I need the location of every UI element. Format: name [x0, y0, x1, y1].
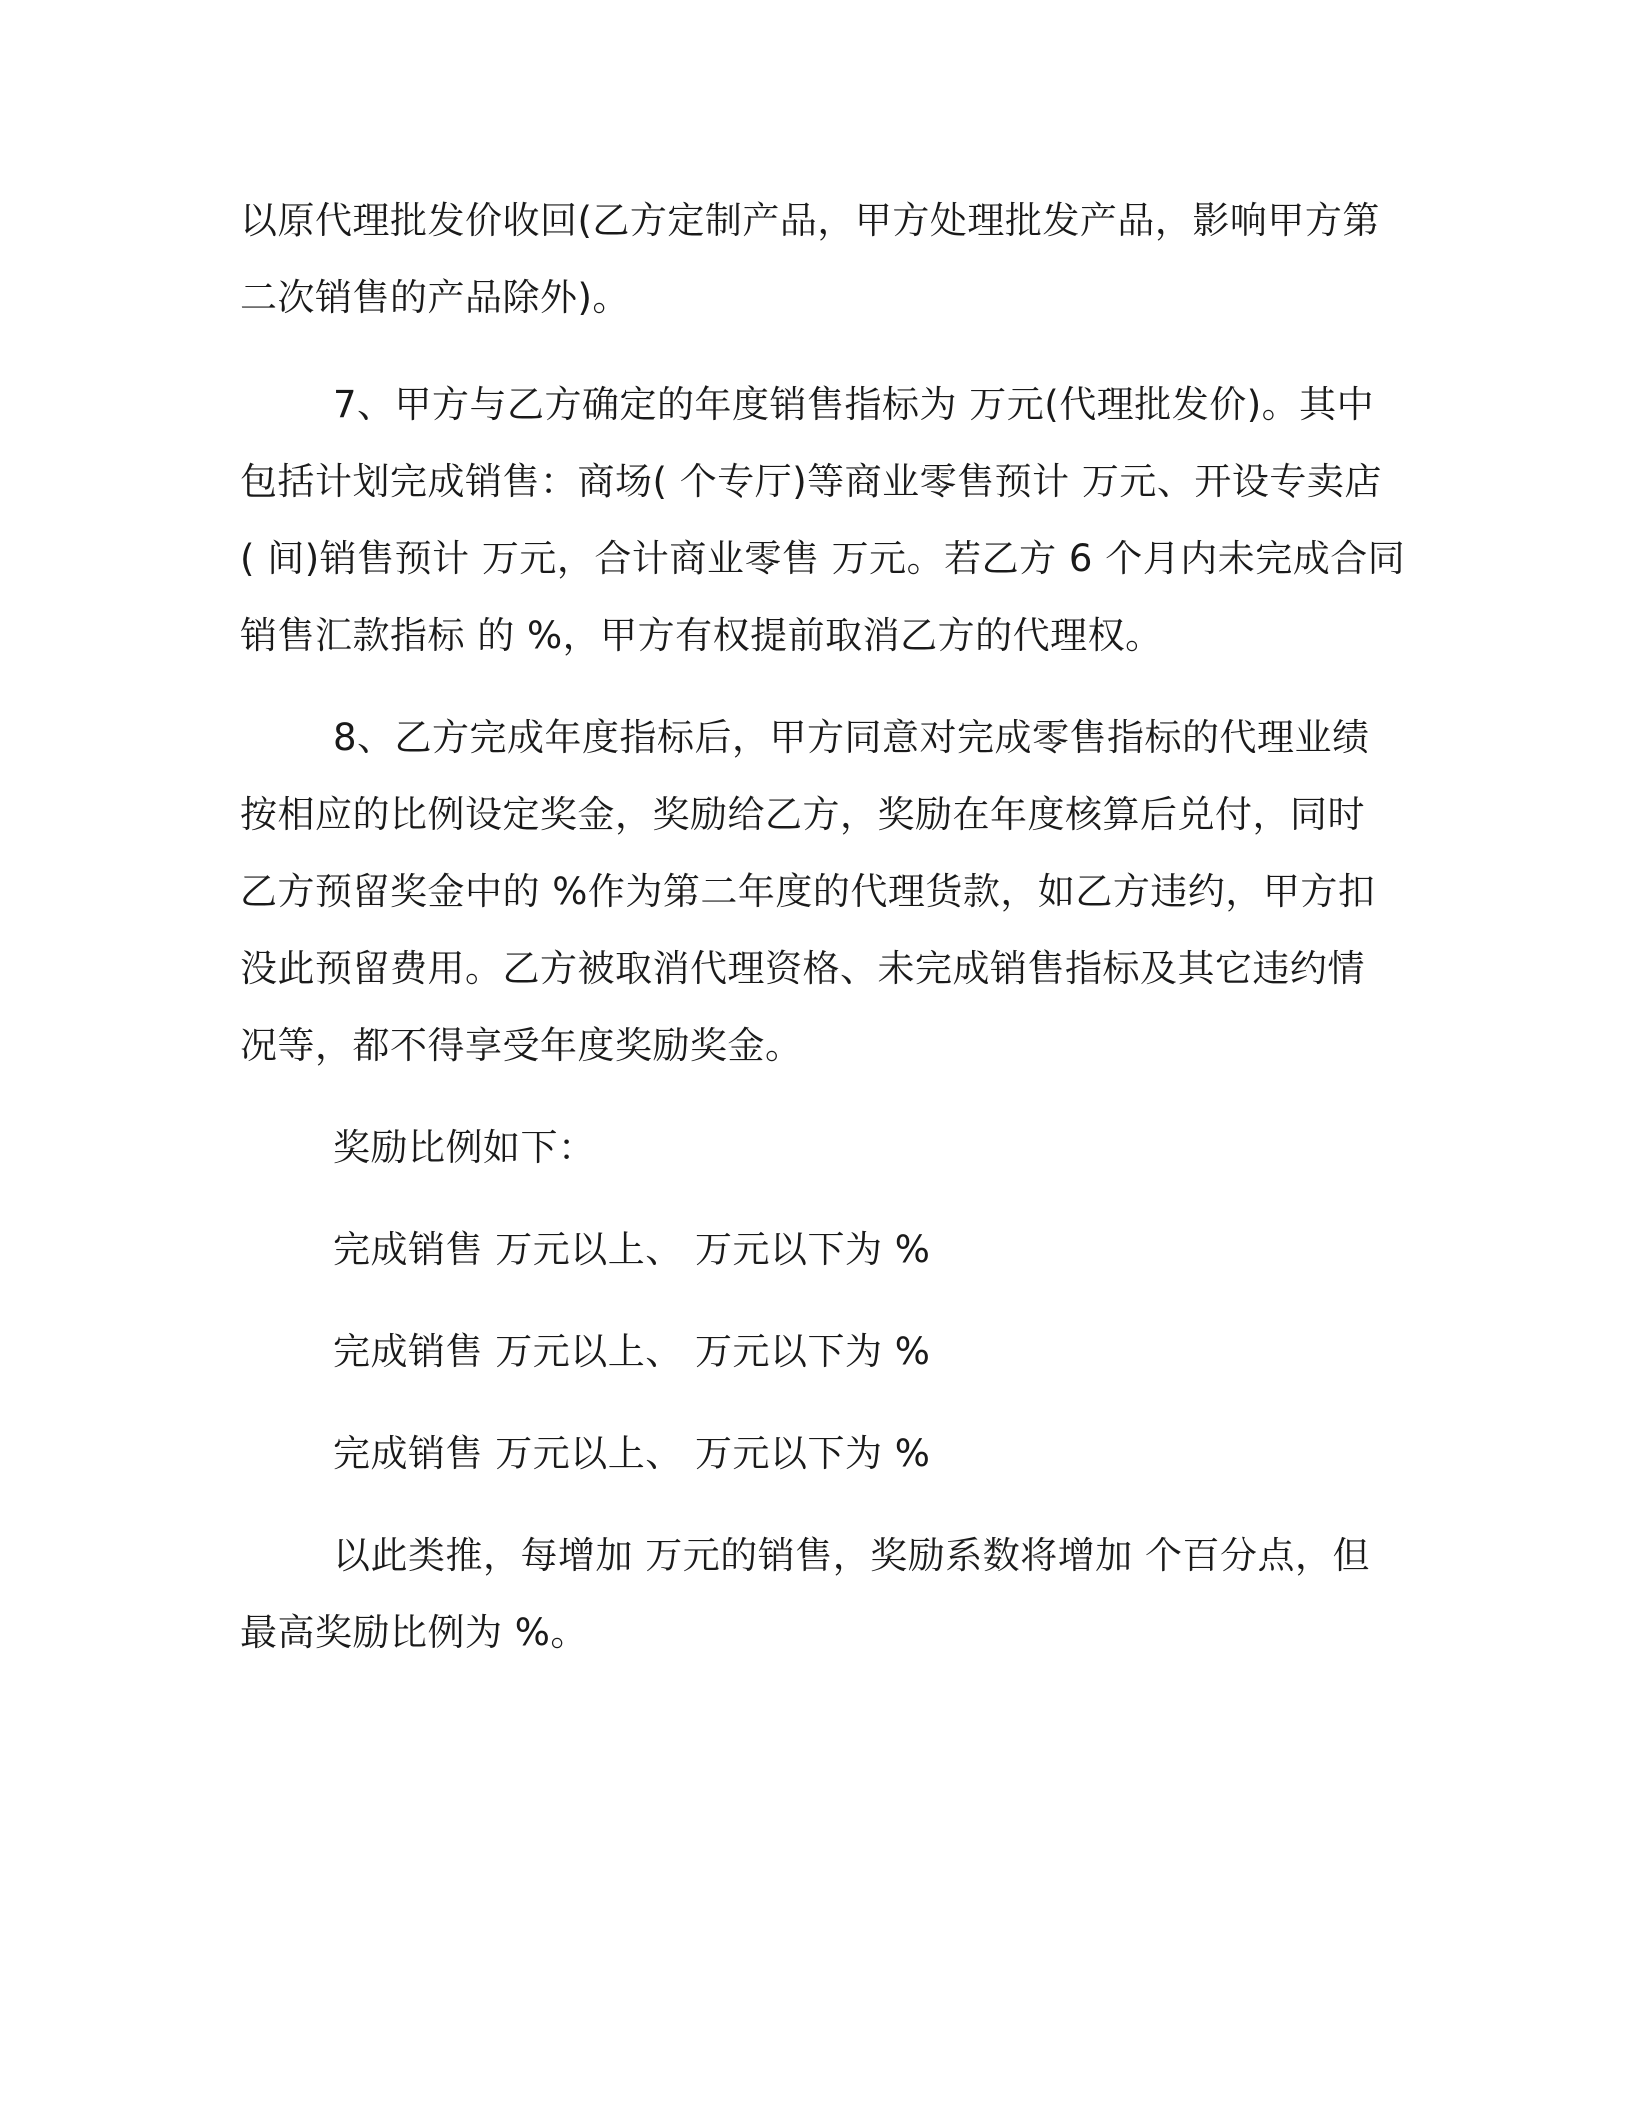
paragraph-clause-8	[240, 699, 1380, 1084]
text-line: 乙方预留奖金中的 %作为第二年度的代理货款，如乙方违约，甲方扣	[240, 870, 1376, 913]
document-body	[240, 182, 1406, 1671]
text-line: 最高奖励比例为 %。	[240, 1611, 588, 1654]
text-line: 销售汇款指标 的 %，甲方有权提前取消乙方的代理权。	[240, 614, 1163, 657]
reward-heading-text: 奖励比例如下：	[333, 1126, 596, 1169]
reward-tier-list	[240, 1211, 1380, 1288]
paragraph-final	[240, 1517, 1380, 1671]
paragraph-clause-7	[240, 366, 1406, 674]
reward-tier-item: 完成销售 万元以上、 万元以下为 %	[333, 1228, 931, 1271]
reward-tier-item: 完成销售 万元以上、 万元以下为 %	[333, 1432, 931, 1475]
paragraph-continued	[240, 182, 1380, 336]
text-line: ( 间)销售预计 万元，合计商业零售 万元。若乙方 6 个月内未完成合同	[240, 537, 1406, 580]
text-line: 二次销售的产品除外)。	[240, 276, 630, 319]
text-line: 没此预留费用。乙方被取消代理资格、未完成销售指标及其它违约情	[240, 947, 1365, 990]
reward-tier-list	[240, 1415, 1380, 1492]
reward-tier-list	[240, 1313, 1380, 1390]
text-line: 8、乙方完成年度指标后，甲方同意对完成零售指标的代理业绩	[333, 716, 1370, 759]
text-line: 以此类推，每增加 万元的销售，奖励系数将增加 个百分点，但	[333, 1534, 1371, 1577]
reward-tier-item: 完成销售 万元以上、 万元以下为 %	[333, 1330, 931, 1373]
text-line: 7、甲方与乙方确定的年度销售指标为 万元(代理批发价)。其中	[333, 383, 1375, 426]
text-line: 按相应的比例设定奖金，奖励给乙方，奖励在年度核算后兑付，同时	[240, 793, 1365, 836]
text-line: 以原代理批发价收回(乙方定制产品，甲方处理批发产品，影响甲方第	[240, 199, 1380, 242]
text-line: 包括计划完成销售：商场( 个专厅)等商业零售预计 万元、开设专卖店	[240, 460, 1382, 503]
text-line: 况等，都不得享受年度奖励奖金。	[240, 1024, 803, 1067]
reward-heading	[240, 1109, 1380, 1186]
